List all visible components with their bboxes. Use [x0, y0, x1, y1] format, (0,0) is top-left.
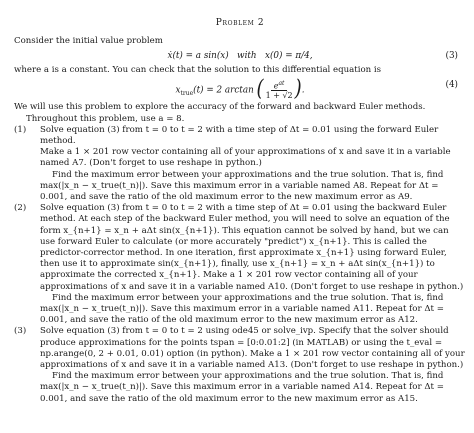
task-3-line-2: Find the maximum error between your approximations and the true solution. That is, find max(|x_n − x_true(t_n)|). Save this maximum error in a variable named A14. Repeat for Δt = 0.001, and save the ratio of the old maximum error to the new maximum error as A15. — [40, 371, 444, 404]
task-label-3: (3) — [14, 326, 27, 337]
equation-3-number: (3) — [445, 51, 458, 62]
task-2-line-2: Find the maximum error between your approximations and the true solution. That is, find max(|x_n − x_true(t_n)|). Save this maximum error in a variable named A11. Repeat for Δt = 0.001, and save the ratio of the old maximum error to the new maximum error as A12. — [40, 292, 444, 326]
intro2-text: where a is a constant. You can check that the solution to this differential equation is — [14, 65, 382, 76]
task-label-2: (2) — [14, 203, 27, 214]
task-item-2 — [14, 203, 466, 326]
para2: Throughout this problem, use a = 8. — [26, 113, 185, 124]
task-1-line-2: Make a 1 × 201 row vector containing all of your approximations of x and save it in a variable named A7. (Don't forget to use reshape in python.) — [40, 147, 451, 169]
equation-4-body: $x_{true}(t) = 2$ arctan ( $\frac{e^{at}}{1 + √2}$ ). — [175, 75, 305, 102]
equation-3 — [14, 47, 466, 65]
intro-text: Consider the initial value problem — [14, 36, 163, 46]
task-list — [14, 125, 466, 405]
task-item-3 — [14, 326, 466, 404]
equation-4-number: (4) — [445, 80, 458, 91]
para1: We will use this problem to explore the accuracy of the forward and backward Euler methods. — [14, 102, 426, 113]
task-1-line-1: Solve equation (3) from t = 0 to t = 2 with a time step of Δt = 0.01 using the forward Euler method. — [40, 124, 439, 147]
equation-4 — [14, 76, 466, 102]
task-2-line-1: Solve equation (3) from t = 0 to t = 2 with a time step of Δt = 0.01 using the backward Euler method. At each step of the backward Euler method, you will need to solve an equation of the form x_{n+1} = x_n + aΔt sin(x_{n+1}). This equation cannot be solved by hand, but we can use forward Euler to calculate (or more accurately "predict") x_{n+1}. This is called the predictor-corrector method. In one iteration, first approximate x_{n+1} using forward Euler, then use it to approximate sin(x_{n+1}), finally, use x_{n+1} = x_n + aΔt sin(x_{n+1}) to approximate the corrected x_{n+1}. Make a 1 × 201 row vector containing all of your approximations of x and save it in a variable named A10. (Don't forget to use reshape in python.) — [40, 203, 464, 292]
task-3-line-1: Solve equation (3) from t = 0 to t = 2 using ode45 or solve_ivp. Specify that the solver should produce approximations for the points tspan = [0:0.01:2] (in MATLAB) or using the t_eval = np.arange(0, 2 + 0.01, 0.01) option (in python). Make a 1 × 201 row vector containing all of your approximations of x and save it in a variable named A13. (Don't forget to use reshape in python.) — [40, 326, 465, 371]
equation-3-body: ẋ(t) = a sin(x) with x(0) = π/4, — [167, 51, 313, 62]
task-item-1 — [14, 125, 466, 203]
problem-title: Problem 2 — [215, 18, 265, 28]
task-1-line-3: Find the maximum error between your approximations and the true solution. That is, find max(|x_n − x_true(t_n)|). Save this maximum error in a variable named A8. Repeat for Δt = 0.001, and save the ratio of the old maximum error to the new maximum error as A9. — [40, 169, 444, 203]
task-label-1: (1) — [14, 124, 27, 135]
